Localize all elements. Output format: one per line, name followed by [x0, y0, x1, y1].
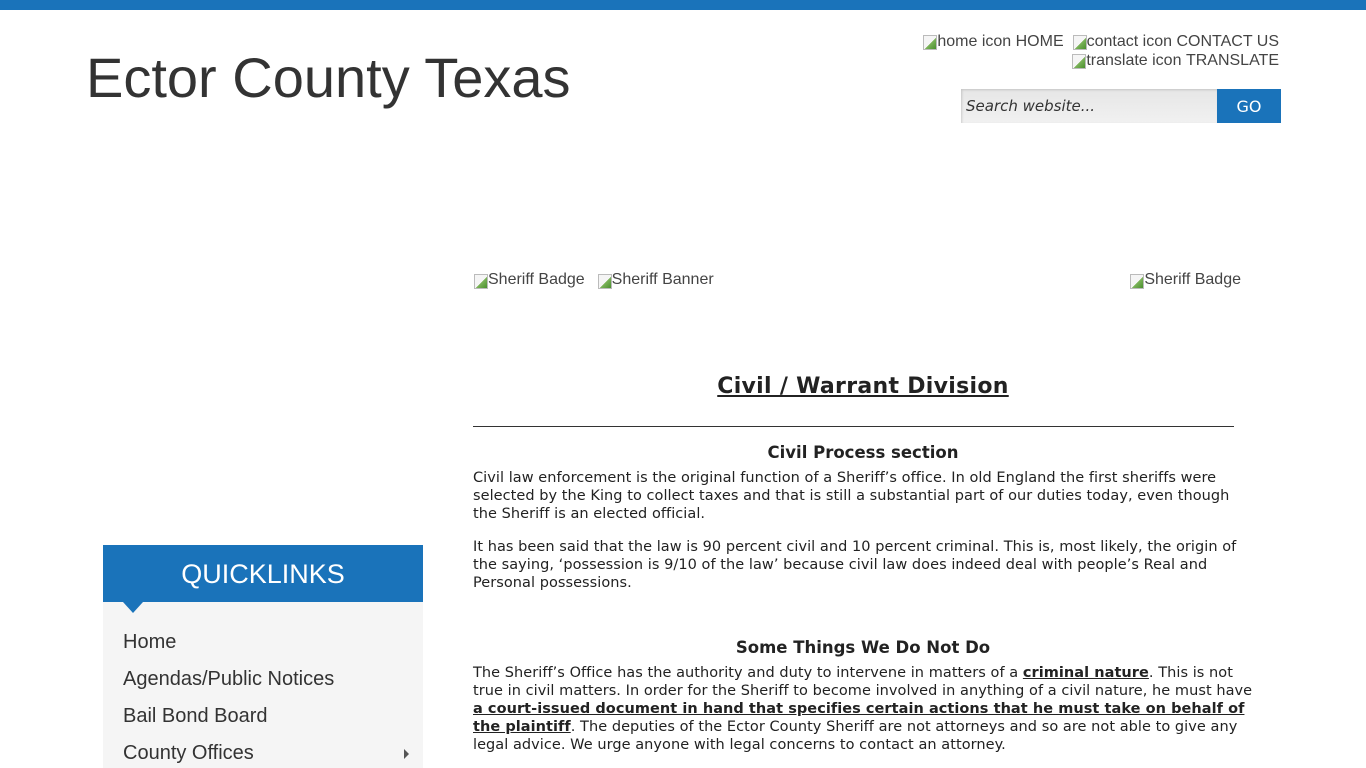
page-title: Civil / Warrant Division	[717, 374, 1009, 399]
quicklink-label: Home	[123, 631, 177, 653]
court-document-link[interactable]: a court-issued document in hand that specifies certain actions that he must take on behalf of the plaintiff	[473, 701, 1245, 735]
top-accent-bar	[0, 0, 1366, 10]
home-link-label: HOME	[1015, 33, 1064, 50]
site-search	[961, 89, 1281, 123]
home-link[interactable]	[922, 32, 1063, 51]
sheriff-badge-image-left	[473, 271, 585, 289]
quicklink-label: Agendas/Public Notices	[123, 668, 335, 690]
quicklinks-panel	[103, 545, 423, 768]
quicklink-home[interactable]	[103, 624, 423, 661]
translate-icon-alt: translate icon	[1086, 52, 1182, 69]
broken-image-icon	[473, 273, 487, 288]
translate-link-label: TRANSLATE	[1185, 52, 1279, 69]
image-alt-text: Sheriff Banner	[611, 271, 714, 288]
home-icon-alt: home icon	[937, 33, 1012, 50]
quicklinks-title: QUICKLINKS	[103, 545, 423, 602]
home-icon	[922, 34, 936, 49]
quicklink-county-offices[interactable]	[103, 735, 423, 768]
section-heading-not-do: Some Things We Do Not Do	[735, 638, 991, 657]
translate-icon	[1071, 53, 1085, 68]
main-content	[473, 372, 1253, 754]
paragraph: It has been said that the law is 90 percent civil and 10 percent criminal. This is, most likely, the origin of the saying, ‘possession is 9/10 of the law’ because civil law does indeed deal with people’s Real and Personal possessions.	[473, 539, 1237, 591]
quicklink-agendas-public-notices[interactable]	[103, 661, 423, 698]
criminal-nature-link[interactable]: criminal nature	[1022, 665, 1149, 681]
translate-link[interactable]	[1071, 51, 1279, 70]
paragraph-text: . The deputies of the Ector County Sheriff are not attorneys and so are not able to give any legal advice. We urge anyone with legal concerns to contact an attorney.	[473, 719, 1238, 753]
contact-icon-alt: contact icon	[1086, 33, 1173, 50]
contact-link-label: CONTACT US	[1176, 33, 1279, 50]
search-input[interactable]	[961, 89, 1217, 123]
paragraph	[473, 664, 1253, 754]
divider	[473, 426, 1234, 427]
quicklinks-list	[103, 602, 423, 768]
sheriff-badge-image-right	[1129, 271, 1241, 289]
site-title[interactable]: Ector County Texas	[86, 46, 571, 109]
paragraph-text: The Sheriff’s Office has the authority and duty to intervene in matters of a	[473, 665, 1023, 681]
paragraph-text: . This is not true in civil matters. In order for the Sheriff to become involved in anything of a civil nature, he must have	[473, 665, 1253, 699]
caret-right-icon	[404, 749, 409, 759]
quicklink-bail-bond-board[interactable]	[103, 698, 423, 735]
section-heading-civil-process: Civil Process section	[767, 443, 959, 462]
image-alt-text: Sheriff Badge	[488, 271, 585, 288]
search-go-button[interactable]: GO	[1217, 89, 1281, 123]
broken-image-icon	[597, 273, 611, 288]
image-alt-text: Sheriff Badge	[1144, 271, 1241, 288]
sheriff-banner-image	[597, 271, 714, 289]
utility-links	[922, 32, 1279, 70]
quicklink-label: County Offices	[123, 742, 254, 764]
quicklink-label: Bail Bond Board	[123, 705, 268, 727]
contact-link[interactable]	[1072, 32, 1279, 51]
paragraph: Civil law enforcement is the original function of a Sheriff’s office. In old England the first sheriffs were selected by the King to collect taxes and that is still a substantial part of our duties today, even though the Sheriff is an elected official.	[473, 470, 1230, 522]
broken-image-icon	[1129, 273, 1143, 288]
contact-icon	[1072, 34, 1086, 49]
